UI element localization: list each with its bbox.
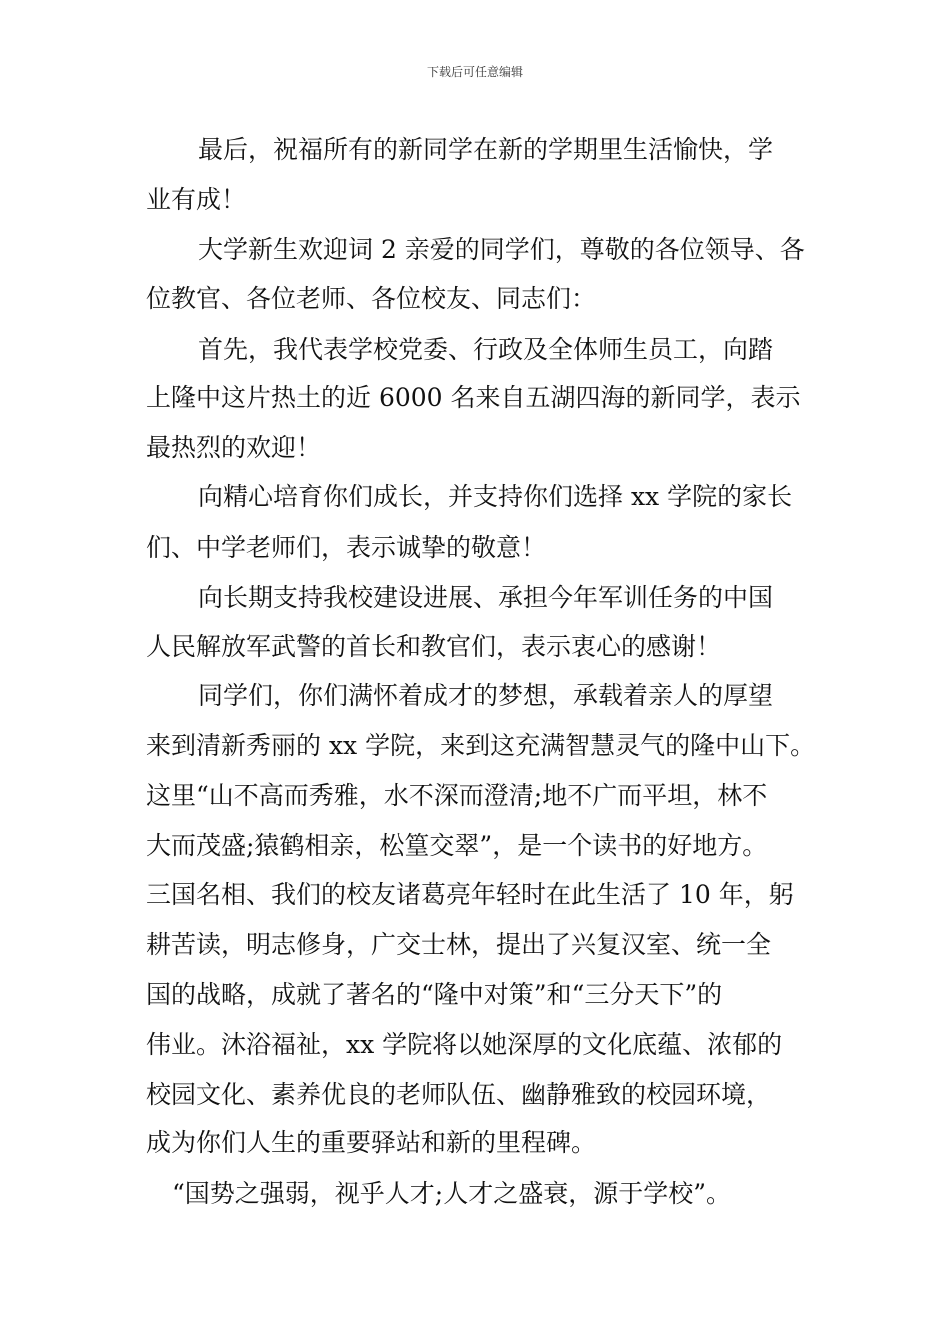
text-line: 成为你们人生的重要驿站和新的里程碑。 (146, 1128, 597, 1157)
text-line: “国势之强弱，视乎人才;人才之盛衰，源于学校”。 (172, 1179, 731, 1208)
text-line: 这里“山不高而秀雅，水不深而澄清;地不广而平坦，林不 (146, 781, 768, 810)
text-line: 最后，祝福所有的新同学在新的学期里生活愉快，学 (198, 135, 774, 164)
text-line: 校园文化、素养优良的老师队伍、幽静雅致的校园环境， (146, 1080, 772, 1109)
text-line: 大学新生欢迎词 2 亲爱的同学们，尊敬的各位领导、各 (198, 235, 805, 264)
text-line: 同学们，你们满怀着成才的梦想，承载着亲人的厚望 (198, 681, 774, 710)
page-header: 下载后可任意编辑 (426, 65, 523, 79)
text-line: 来到清新秀丽的 xx 学院，来到这充满智慧灵气的隆中山下。 (146, 731, 816, 760)
text-line: 上隆中这片热土的近 6000 名来自五湖四海的新同学，表示 (146, 383, 801, 412)
text-line: 最热烈的欢迎！ (146, 433, 322, 462)
text-line: 伟业。沐浴福祉，xx 学院将以她深厚的文化底蕴、浓郁的 (146, 1030, 783, 1059)
text-line: 首先，我代表学校党委、行政及全体师生员工，向踏 (198, 335, 774, 364)
text-line: 人民解放军武警的首长和教官们，表示衷心的感谢！ (146, 632, 722, 661)
text-line: 们、中学老师们，表示诚挚的敬意！ (146, 533, 547, 562)
text-line: 大而茂盛;猿鹤相亲，松篁交翠”，是一个读书的好地方。 (146, 831, 768, 860)
text-line: 向长期支持我校建设进展、承担今年军训任务的中国 (198, 583, 774, 612)
text-line: 位教官、各位老师、各位校友、同志们： (146, 284, 597, 313)
text-line: 耕苦读，明志修身，广交士林，提出了兴复汉室、统一全 (146, 930, 772, 959)
text-line: 向精心培育你们成长，并支持你们选择 xx 学院的家长 (198, 482, 793, 511)
text-line: 国的战略，成就了著名的“隆中对策”和“三分天下”的 (146, 980, 723, 1009)
text-line: 业有成！ (146, 185, 247, 214)
text-line: 三国名相、我们的校友诸葛亮年轻时在此生活了 10 年，躬 (146, 880, 794, 909)
